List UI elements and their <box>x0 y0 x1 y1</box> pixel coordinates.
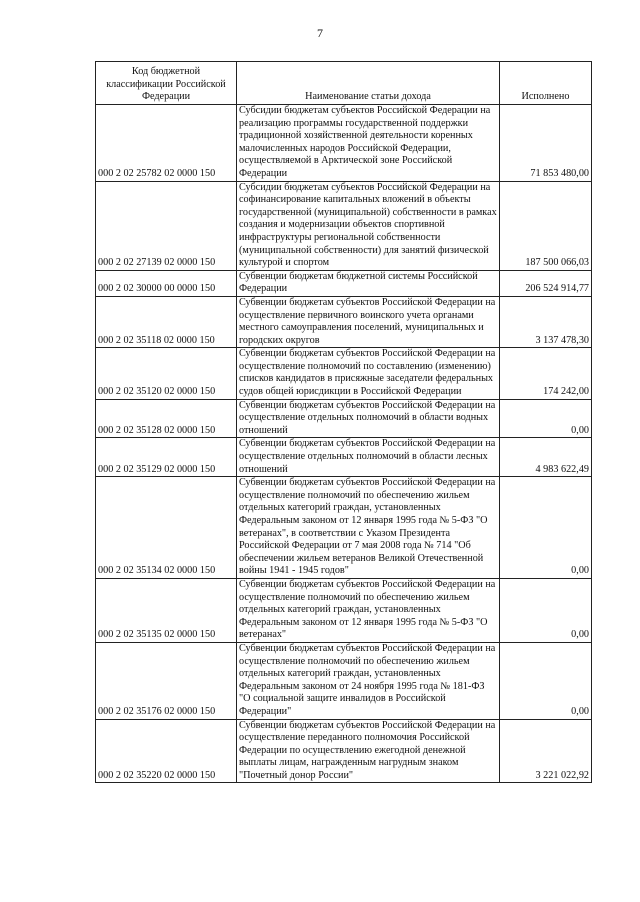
code-cell: 000 2 02 27139 02 0000 150 <box>96 181 237 270</box>
code-cell: 000 2 02 35135 02 0000 150 <box>96 578 237 642</box>
header-amount: Исполнено <box>500 62 592 105</box>
code-cell: 000 2 02 35118 02 0000 150 <box>96 296 237 347</box>
table-row <box>96 181 592 270</box>
table-row <box>96 477 592 579</box>
code-cell: 000 2 02 30000 00 0000 150 <box>96 270 237 296</box>
amount-cell: 3 137 478,30 <box>500 296 592 347</box>
page-number: 7 <box>317 26 323 40</box>
code-cell: 000 2 02 35128 02 0000 150 <box>96 399 237 438</box>
code-cell: 000 2 02 25782 02 0000 150 <box>96 105 237 182</box>
code-cell: 000 2 02 35220 02 0000 150 <box>96 719 237 783</box>
code-cell: 000 2 02 35176 02 0000 150 <box>96 642 237 719</box>
code-cell: 000 2 02 35134 02 0000 150 <box>96 477 237 579</box>
name-cell: Субвенции бюджетам бюджетной системы Российской Федерации <box>237 270 500 296</box>
table-row <box>96 719 592 783</box>
code-cell: 000 2 02 35120 02 0000 150 <box>96 348 237 399</box>
amount-cell: 187 500 066,03 <box>500 181 592 270</box>
header-code: Код бюджетной классификации Российской Федерации <box>96 62 237 105</box>
name-cell: Субвенции бюджетам субъектов Российской Федерации на осуществление полномочий по обеспечению жильем отдельных категорий граждан, установленных Федеральным законом от 12 января 1995 года № 5-ФЗ "О ветеранах" <box>237 578 500 642</box>
table-row <box>96 438 592 477</box>
amount-cell: 4 983 622,49 <box>500 438 592 477</box>
amount-cell: 0,00 <box>500 399 592 438</box>
name-cell: Субсидии бюджетам субъектов Российской Федерации на реализацию программы государственной поддержки традиционной хозяйственной деятельности коренных малочисленных народов Российской Федерации, осуществляемой в Арктической зоне Российской Федерации <box>237 105 500 182</box>
table-row <box>96 399 592 438</box>
amount-cell: 71 853 480,00 <box>500 105 592 182</box>
table-header-row <box>96 62 592 105</box>
amount-cell: 0,00 <box>500 642 592 719</box>
name-cell: Субвенции бюджетам субъектов Российской Федерации на осуществление первичного воинского учета органами местного самоуправления поселений, муниципальных и городских округов <box>237 296 500 347</box>
table-row <box>96 348 592 399</box>
table-row <box>96 578 592 642</box>
amount-cell: 206 524 914,77 <box>500 270 592 296</box>
code-cell: 000 2 02 35129 02 0000 150 <box>96 438 237 477</box>
amount-cell: 174 242,00 <box>500 348 592 399</box>
name-cell: Субсидии бюджетам субъектов Российской Федерации на софинансирование капитальных вложений в объекты государственной (муниципальной) собственности в рамках создания и модернизации объектов спортивной инфраструктуры региональной собственности (муниципальной собственности) для занятий физической культурой и спортом <box>237 181 500 270</box>
amount-cell: 3 221 022,92 <box>500 719 592 783</box>
amount-cell: 0,00 <box>500 578 592 642</box>
name-cell: Субвенции бюджетам субъектов Российской Федерации на осуществление отдельных полномочий в области лесных отношений <box>237 438 500 477</box>
name-cell: Субвенции бюджетам субъектов Российской Федерации на осуществление полномочий по обеспечению жильем отдельных категорий граждан, установленных Федеральным законом от 12 января 1995 года № 5-ФЗ "О ветеранах", в соответствии с Указом Президента Российской Федерации от 7 мая 2008 года № 714 "Об обеспечении жильем ветеранов Великой Отечественной войны 1941 - 1945 годов" <box>237 477 500 579</box>
table-row <box>96 296 592 347</box>
header-name: Наименование статьи дохода <box>237 62 500 105</box>
amount-cell: 0,00 <box>500 477 592 579</box>
table-row <box>96 270 592 296</box>
name-cell: Субвенции бюджетам субъектов Российской Федерации на осуществление отдельных полномочий в области водных отношений <box>237 399 500 438</box>
name-cell: Субвенции бюджетам субъектов Российской Федерации на осуществление полномочий по обеспечению жильем отдельных категорий граждан, установленных Федеральным законом от 24 ноября 1995 года № 181-ФЗ "О социальной защите инвалидов в Российской Федерации" <box>237 642 500 719</box>
table-row <box>96 105 592 182</box>
table-row <box>96 642 592 719</box>
name-cell: Субвенции бюджетам субъектов Российской Федерации на осуществление полномочий по составлению (изменению) списков кандидатов в присяжные заседатели федеральных судов общей юрисдикции в Российской Федерации <box>237 348 500 399</box>
income-table <box>95 61 592 783</box>
name-cell: Субвенции бюджетам субъектов Российской Федерации на осуществление переданного полномочия Российской Федерации по осуществлению ежегодной денежной выплаты лицам, награжденным нагрудным знаком "Почетный донор России" <box>237 719 500 783</box>
